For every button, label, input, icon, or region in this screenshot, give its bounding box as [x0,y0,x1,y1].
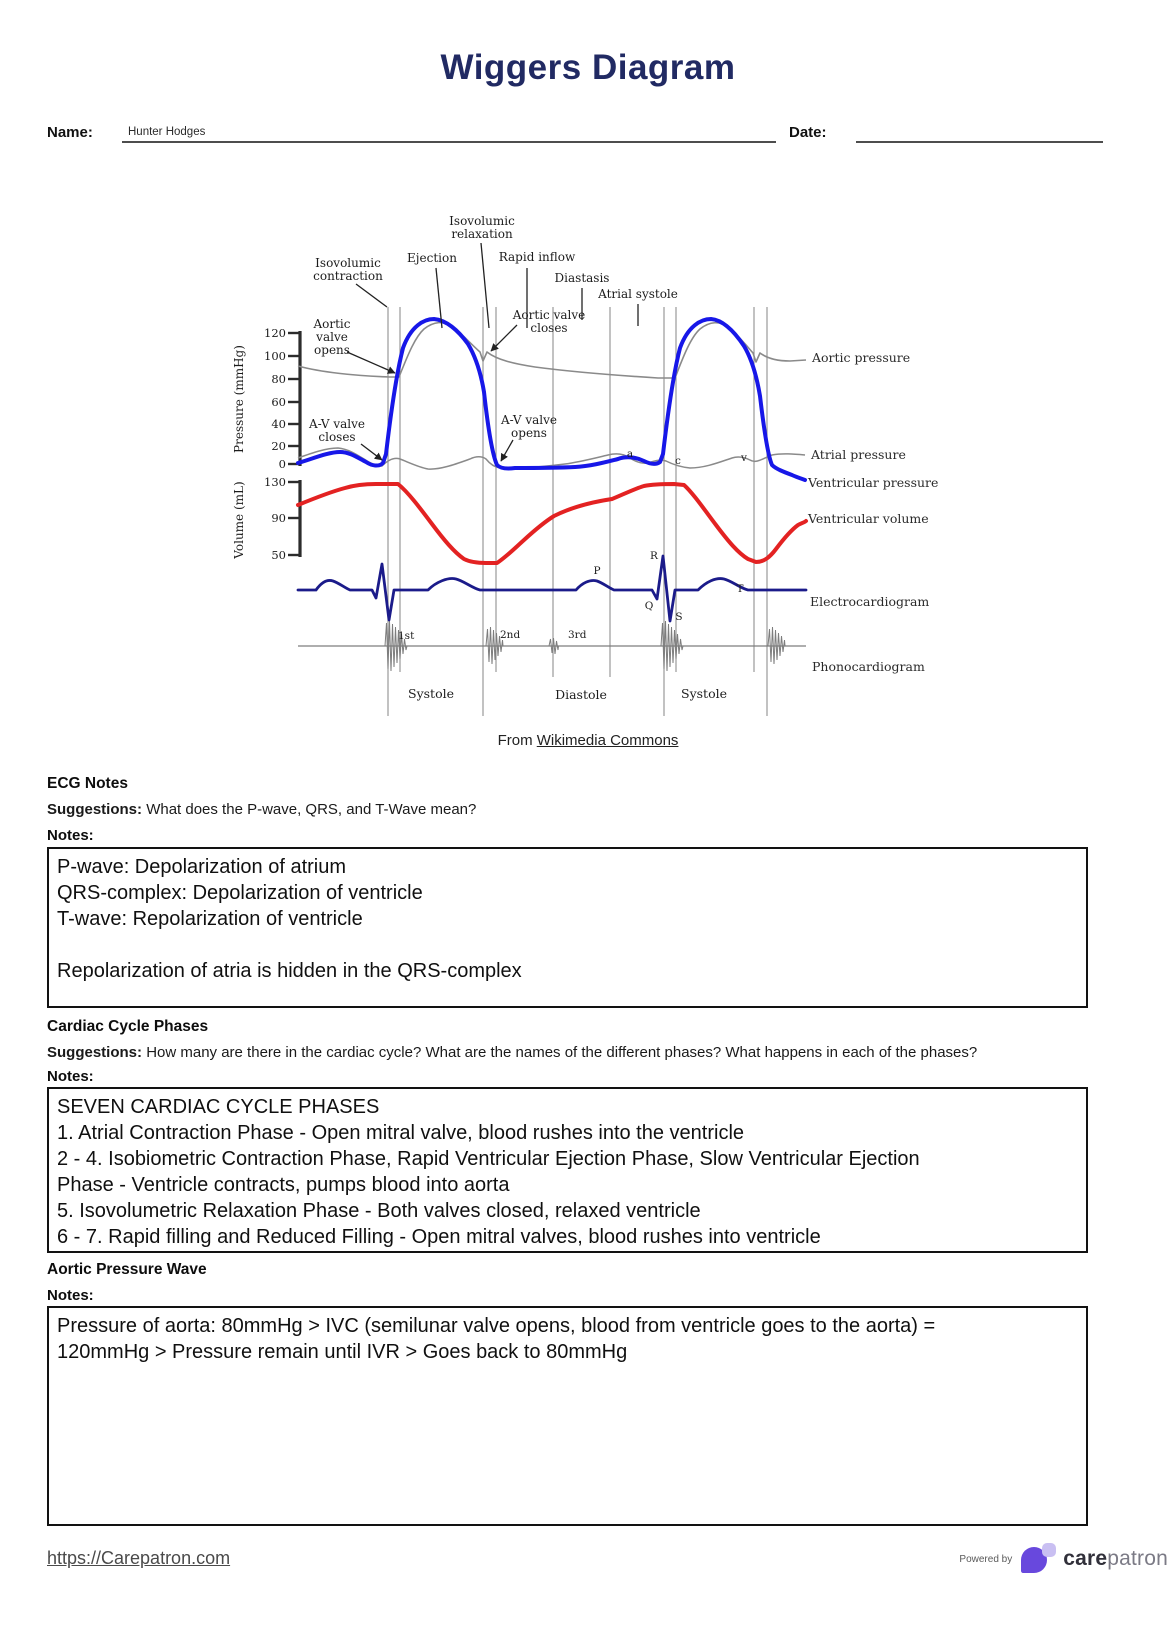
note-line: 2 - 4. Isobiometric Contraction Phase, Rapid Ventricular Ejection Phase, Slow Ventricular Ejection [57,1148,920,1170]
name-field[interactable] [122,119,776,143]
cardiac-cycle-phases-notes-box[interactable] [47,1087,1088,1253]
volume-axis [288,480,300,557]
note-line: QRS-complex: Depolarization of ventricle [57,882,423,904]
phase-isovolumic-contraction: Isovolumic [315,256,381,270]
label-electrocardiogram: Electrocardiogram [810,594,930,609]
notes-label: Notes: [47,1068,94,1085]
cycle-systole-label: Systole [681,686,727,701]
event-av-valve-opens: opens [511,426,547,440]
carepatron-site-link[interactable]: https://Carepatron.com [47,1548,231,1568]
suggestions-text: How many are there in the cardiac cycle? What are the names of the different phases? What happens in each of the phases? [146,1044,978,1061]
phase-rapid-inflow: Rapid inflow [498,250,576,264]
atrial-a-wave-label: a [626,448,634,460]
note-line: Repolarization of atria is hidden in the QRS-complex [57,960,522,982]
note-line: 1. Atrial Contraction Phase - Open mitral valve, blood rushes into the ventricle [57,1122,745,1144]
powered-by-group [959,1543,1168,1575]
phase-atrial-systole: Atrial systole [598,287,678,301]
name-label: Name: [47,124,93,141]
powered-by-text: Powered by [959,1553,1013,1565]
label-aortic-pressure: Aortic pressure [812,350,911,365]
section-heading-aortic-pressure-wave: Aortic Pressure Wave [47,1261,207,1278]
volume-tick: 50 [271,548,286,562]
heart-sound-2nd-label: 2nd [500,629,521,641]
phase-ejection: Ejection [407,251,457,265]
ecg-p-label: P [593,565,601,577]
section-heading-ecg-notes: ECG Notes [47,775,128,792]
brand-patron: patron [1107,1547,1168,1570]
cycle-diastole-label: Diastole [555,687,607,702]
ecg-s-label: S [675,611,683,623]
pressure-tick: 20 [271,439,286,453]
heart-sound-3rd-label: 3rd [568,629,587,641]
pressure-tick: 80 [271,372,286,386]
carepatron-brand-text [1063,1547,1168,1571]
event-aortic-valve-opens: valve [316,330,348,344]
volume-axis-title: Volume (mL) [232,481,246,559]
heart-sound-1st-label: 1st [398,630,415,642]
section-suggestions [47,801,476,818]
event-aortic-valve-closes: closes [530,321,568,335]
note-line [57,932,1078,958]
label-ventricular-volume: Ventricular volume [808,511,929,526]
notes-label: Notes: [47,827,94,844]
pressure-tick: 0 [278,457,286,471]
section-heading-cardiac-cycle-phases: Cardiac Cycle Phases [47,1018,209,1035]
label-phonocardiogram: Phonocardiogram [812,659,925,674]
atrial-v-wave-label: v [741,452,747,464]
note-line: 5. Isovolumetric Relaxation Phase - Both valves closed, relaxed ventricle [57,1200,701,1222]
ventricular-pressure-curve [298,319,805,480]
name-value: Hunter Hodges [128,126,206,138]
event-aortic-valve-opens: Aortic [313,317,351,331]
event-av-valve-closes: A-V valve [309,417,365,431]
event-av-valve-opens: A-V valve [501,413,557,427]
notes-label: Notes: [47,1287,94,1304]
label-atrial-pressure: Atrial pressure [811,447,906,462]
section-suggestions [47,1044,977,1061]
pressure-tick: 40 [271,417,286,431]
pressure-axis [288,331,300,466]
pressure-tick: 60 [271,395,286,409]
suggestions-label: Suggestions: [47,801,143,818]
label-ventricular-pressure: Ventricular pressure [808,475,939,490]
image-caption [0,732,1176,749]
volume-tick: 90 [271,511,286,525]
event-aortic-valve-opens: opens [314,343,350,357]
note-line: 6 - 7. Rapid filling and Reduced Filling - Open mitral valves, blood rushes into ventricle [57,1226,821,1248]
note-line: 120mmHg > Pressure remain until IVR > Goes back to 80mmHg [57,1341,628,1363]
event-aortic-valve-closes: Aortic valve [512,308,586,322]
volume-tick: 130 [264,475,286,489]
carepatron-logo-icon [1021,1543,1057,1575]
suggestions-text: What does the P-wave, QRS, and T-Wave mean? [146,801,477,818]
phase-isovolumic-relaxation: Isovolumic [449,214,515,228]
note-line: P-wave: Depolarization of atrium [57,856,347,878]
ventricular-volume-curve [298,484,806,563]
ecg-t-label: T [736,583,744,595]
event-av-valve-closes: closes [318,430,356,444]
phonocardiogram-trace [298,621,806,671]
page-title: Wiggers Diagram [440,48,736,87]
phase-gridlines [388,307,767,716]
cycle-systole-label: Systole [408,686,454,701]
ecg-notes-box[interactable] [47,847,1088,1008]
aortic-pressure-wave-notes-box[interactable] [47,1306,1088,1526]
pressure-tick: 100 [264,349,286,363]
ecg-q-label: Q [644,600,654,612]
caption-prefix: From [497,732,533,749]
wikimedia-commons-link[interactable]: Wikimedia Commons [536,732,679,749]
phase-isovolumic-relaxation: relaxation [451,227,513,241]
phase-diastasis: Diastasis [554,271,610,285]
wiggers-diagram-image [230,200,940,720]
ecg-curve [298,556,806,621]
suggestions-label: Suggestions: [47,1044,143,1061]
atrial-c-wave-label: c [675,455,681,467]
note-line: Phase - Ventricle contracts, pumps blood into aorta [57,1174,510,1196]
date-label: Date: [789,124,827,141]
pressure-tick: 120 [264,326,286,340]
note-line: Pressure of aorta: 80mmHg > IVC (semilunar valve opens, blood from ventricle goes to the aorta) = [57,1315,936,1337]
brand-care: care [1063,1547,1108,1570]
pressure-axis-title: Pressure (mmHg) [232,345,246,453]
ecg-r-label: R [650,550,658,562]
date-field[interactable] [856,119,1103,143]
note-line: SEVEN CARDIAC CYCLE PHASES [57,1096,380,1118]
phase-isovolumic-contraction: contraction [313,269,383,283]
note-line: T-wave: Repolarization of ventricle [57,908,363,930]
